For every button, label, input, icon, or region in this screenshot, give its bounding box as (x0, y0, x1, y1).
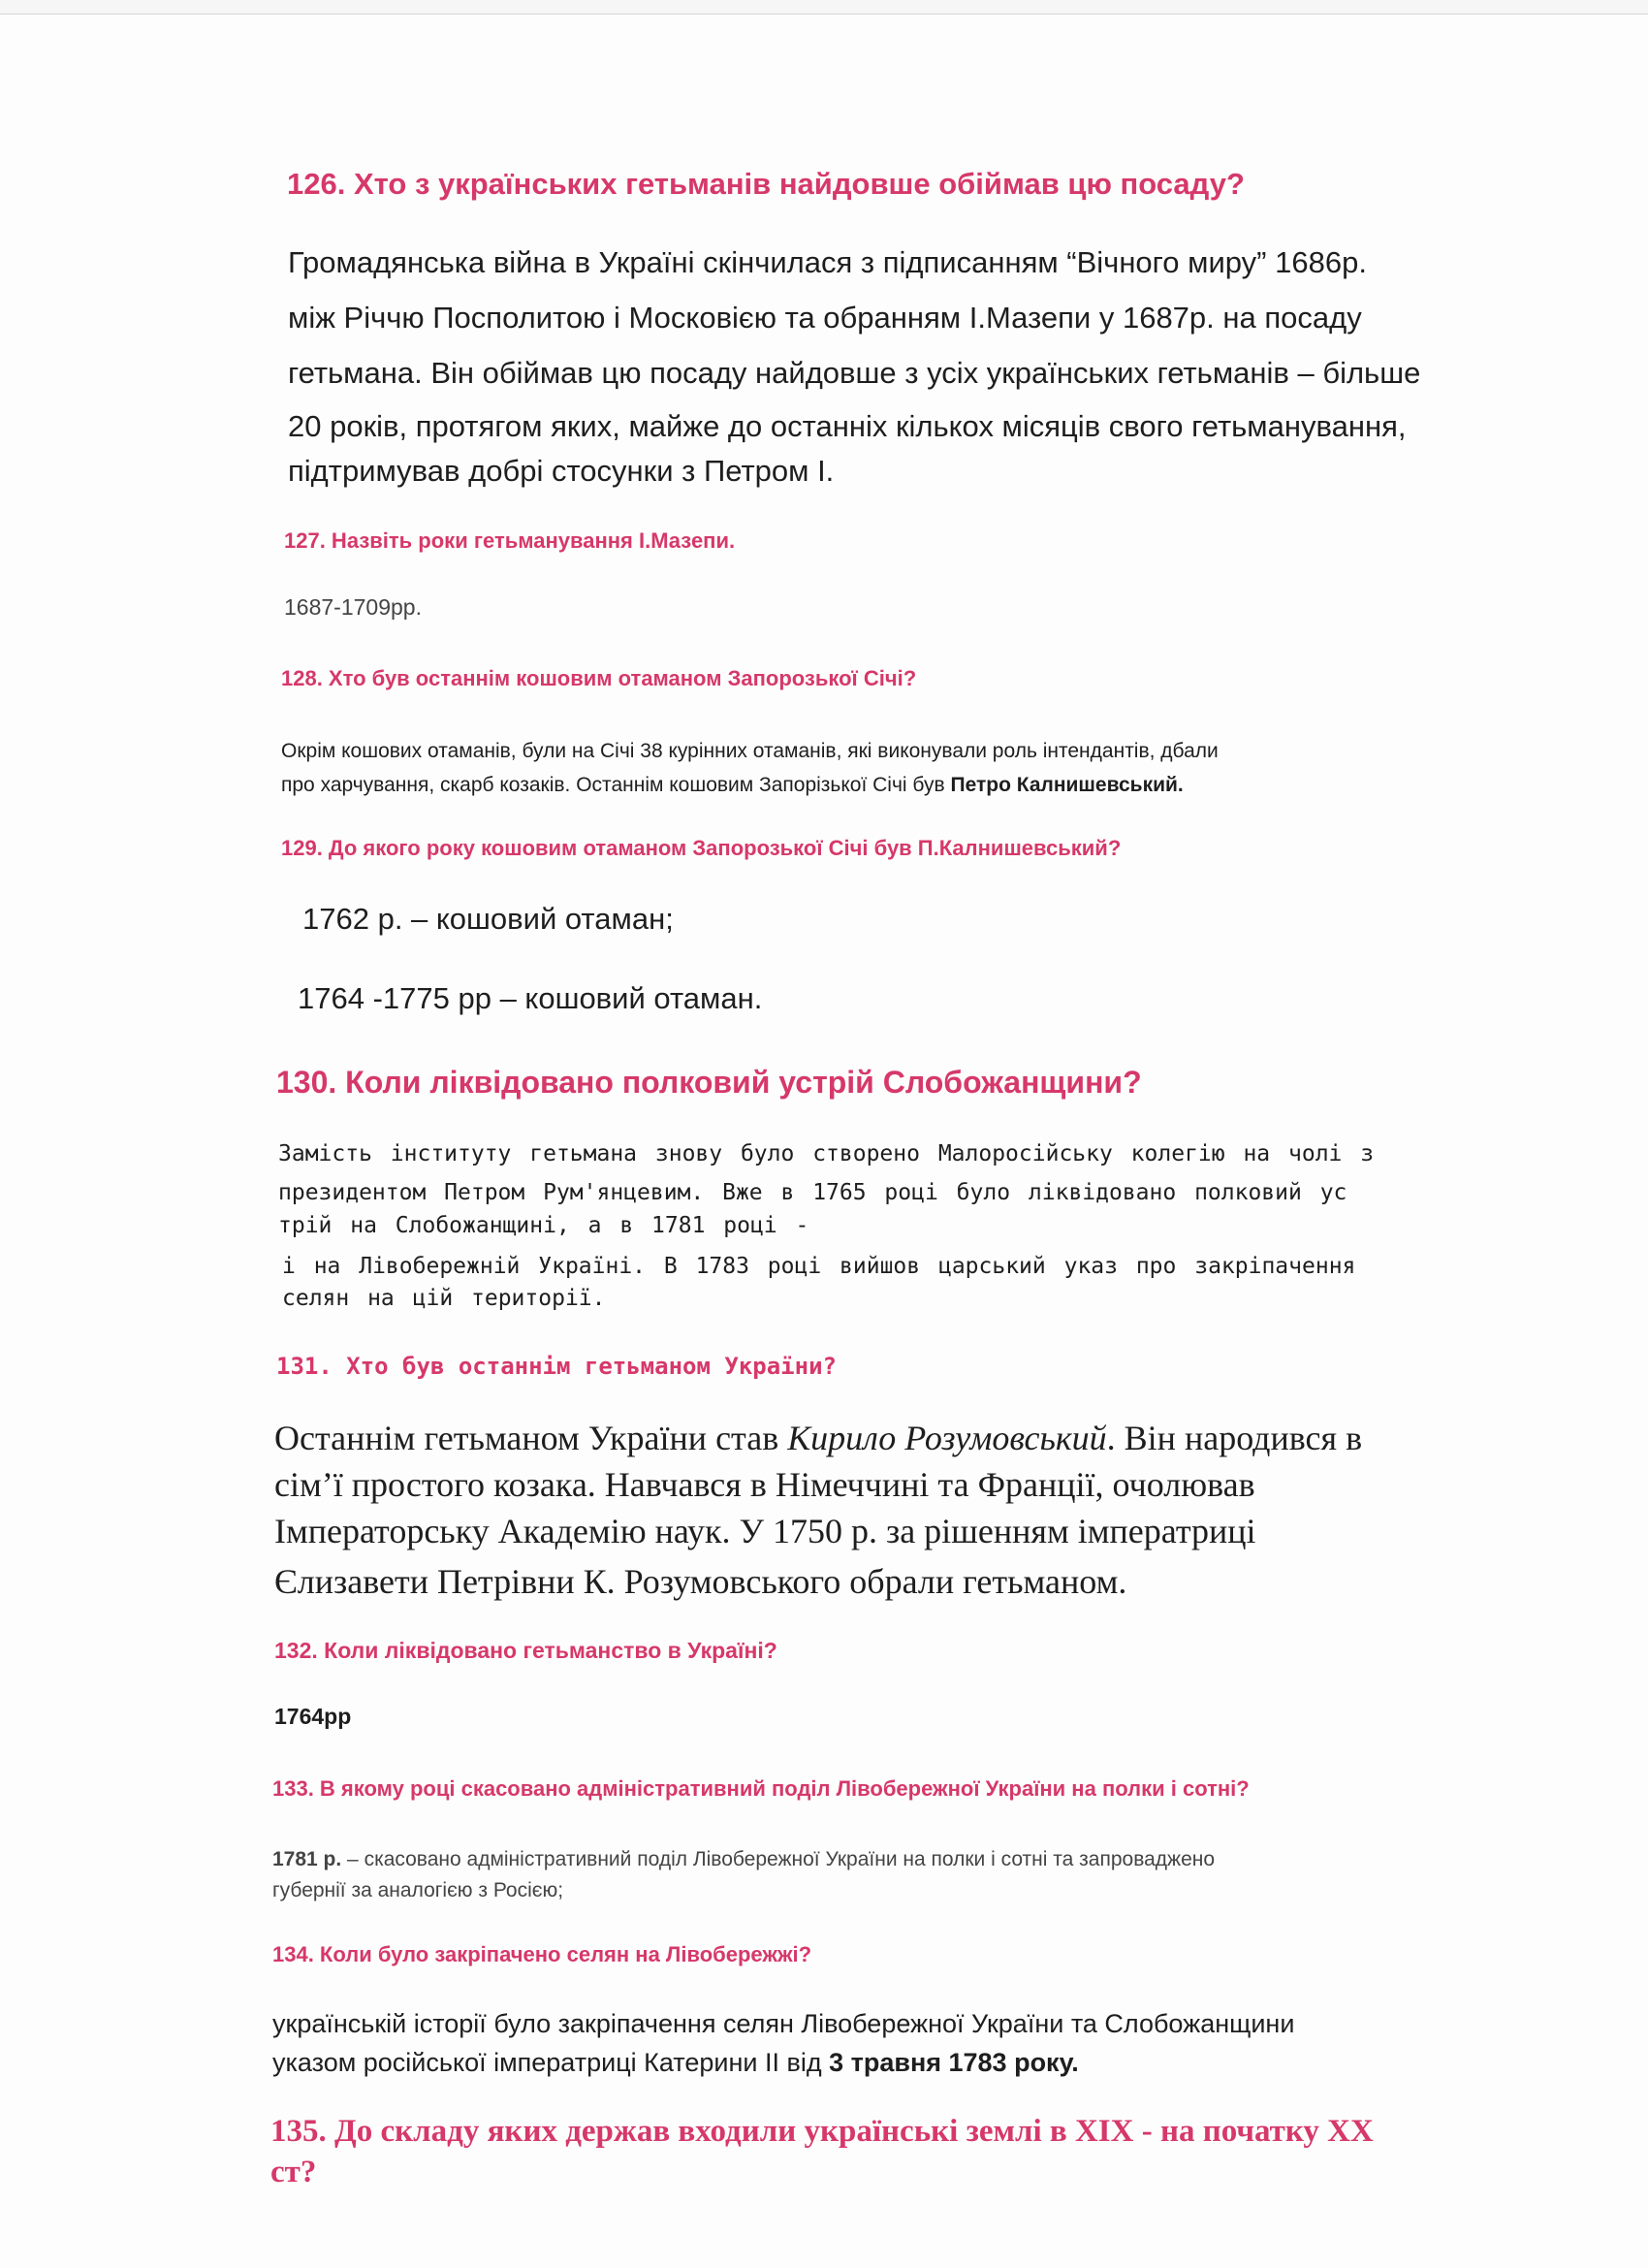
answer-130-line-2: президентом Петром Рум'янцевим. Вже в 1765 році було ліквідовано полковий ус (278, 1180, 1347, 1205)
answer-126-line-4: 20 років, протягом яких, майже до останніх кількох місяців свого гетьманування, (288, 409, 1407, 443)
question-128-title: 128. Хто був останнім кошовим отаманом Запорозької Січі? (281, 666, 917, 690)
answer-126-line-3: гетьмана. Він обіймав цю посаду найдовше з усіх українських гетьманів – більше (288, 356, 1421, 390)
question-127-title: 127. Назвіть роки гетьманування І.Мазепи. (284, 528, 736, 553)
answer-131-line-3: Імператорську Академію наук. У 1750 р. за рішенням імператриці (274, 1512, 1256, 1550)
answer-131-name: Кирило Розумовський (787, 1419, 1107, 1457)
question-130-title: 130. Коли ліквідовано полковий устрій Слобожанщини? (276, 1065, 1142, 1100)
answer-133-text: – скасовано адміністративний поділ Лівобережної України на полки і сотні та запроваджено (341, 1848, 1216, 1870)
answer-130-line-3: трій на Слобожанщині, а в 1781 році - (278, 1213, 809, 1238)
answer-130-line-5: селян на цій території. (282, 1286, 606, 1311)
answer-131-line-1 (274, 1418, 1362, 1458)
answer-129-line-1: 1762 р. – кошовий отаман; (302, 902, 674, 936)
answer-133-year: 1781 р. (272, 1848, 342, 1870)
answer-130-line-4: і на Лівобережній Україні. В 1783 році вийшов царський указ про закріпачення (282, 1254, 1356, 1279)
answer-126-line-2: між Річчю Посполитою і Московією та обранням І.Мазепи у 1687р. на посаду (288, 301, 1362, 335)
answer-133-line-2: губернії за аналогією з Росією; (272, 1879, 564, 1901)
answer-128-line-2 (281, 774, 1184, 797)
answer-129-line-2: 1764 -1775 рр – кошовий отаман. (298, 981, 763, 1015)
answer-131-line-4: Єлизавети Петрівни К. Розумовського обрали гетьманом. (274, 1562, 1127, 1601)
answer-134-date: 3 травня 1783 року. (829, 2048, 1079, 2077)
answer-134-text: указом російської імператриці Катерини ІІ від (272, 2048, 830, 2077)
answer-126-line-1: Громадянська війна в Україні скінчилася з підписанням “Вічного миру” 1686р. (288, 245, 1367, 279)
question-133-title: 133. В якому році скасовано адміністративний поділ Лівобережної України на полки і сотні? (272, 1776, 1250, 1801)
answer-126-line-5: підтримував добрі стосунки з Петром І. (288, 454, 835, 488)
question-134-title: 134. Коли було закріпачено селян на Лівобережжі? (272, 1942, 812, 1966)
question-126-title: 126. Хто з українських гетьманів найдовше обіймав цю посаду? (287, 167, 1245, 201)
scan-top-edge (0, 0, 1648, 15)
answer-130-line-1: Замість інституту гетьмана знову було створено Малоросійську колегію на чолі з (278, 1141, 1375, 1166)
answer-128-line-1: Окрім кошових отаманів, були на Січі 38 курінних отаманів, які виконували роль інтендантів, дбали (281, 740, 1219, 762)
answer-134-line-1: українській історії було закріпачення селян Лівобережної України та Слобожанщини (272, 2009, 1295, 2038)
question-129-title: 129. До якого року кошовим отаманом Запорозької Січі був П.Калнишевський? (281, 836, 1122, 860)
question-135-title-line-1: 135. До складу яких держав входили українські землі в XIX - на початку XX (270, 2114, 1374, 2149)
answer-128-text: про харчування, скарб козаків. Останнім кошовим Запорізької Січі був (281, 774, 951, 796)
answer-131-text-b: . Він народився в (1106, 1419, 1363, 1457)
answer-131-line-2: сім’ї простого козака. Навчався в Німеччині та Франції, очолював (274, 1465, 1255, 1504)
answer-134-line-2 (272, 2048, 1079, 2078)
question-132-title: 132. Коли ліквідовано гетьманство в Україні? (274, 1638, 777, 1663)
answer-133-line-1 (272, 1848, 1215, 1871)
answer-127: 1687-1709рр. (284, 594, 422, 620)
question-131-title: 131. Хто був останнім гетьманом України? (276, 1353, 837, 1380)
answer-132: 1764рр (274, 1704, 352, 1729)
answer-128-name: Петро Калнишевський. (950, 774, 1184, 796)
question-135-title-line-2: ст? (270, 2155, 317, 2189)
answer-131-text-a: Останнім гетьманом України став (274, 1419, 788, 1457)
